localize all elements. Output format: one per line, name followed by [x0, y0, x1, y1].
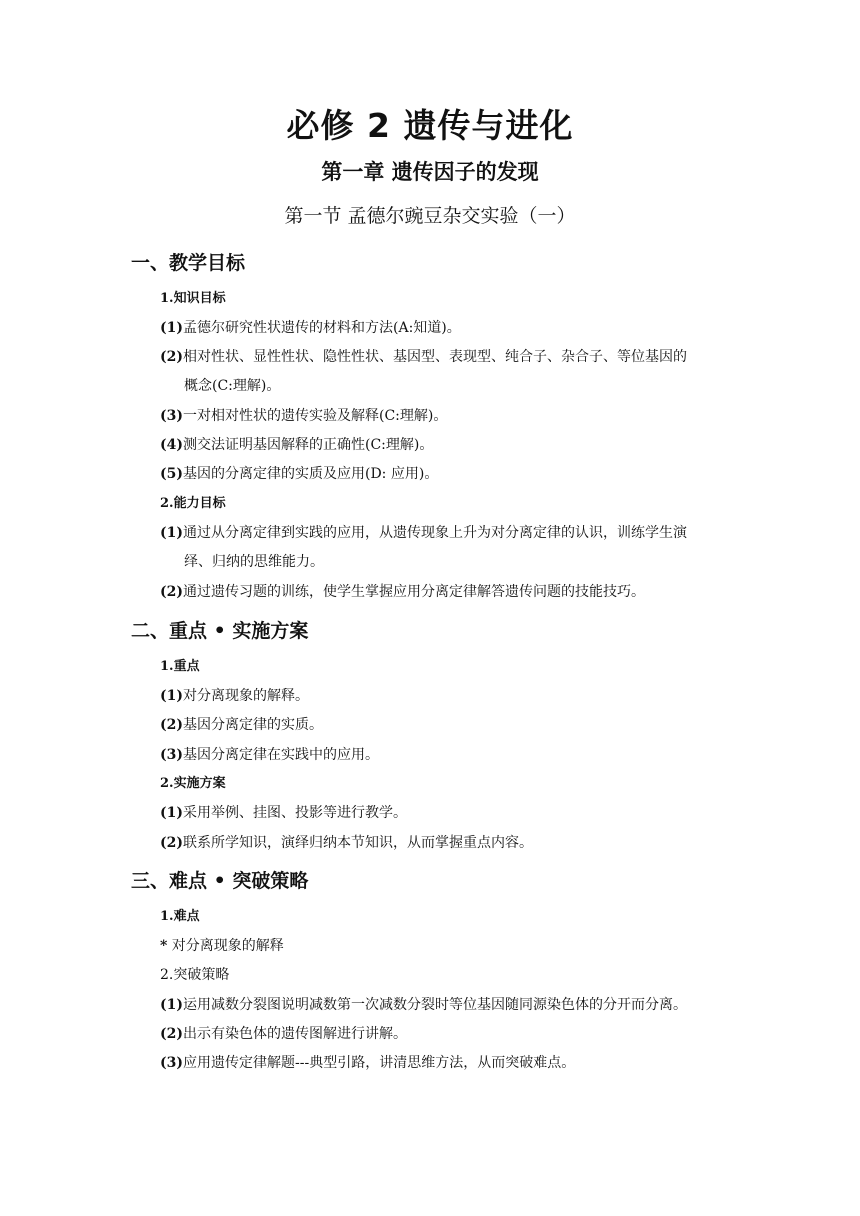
list-item [160, 347, 750, 367]
list-item [160, 803, 750, 823]
list-item [160, 686, 750, 706]
item-text: 通过从分离定律到实践的应用，从遗传现象上升为对分离定律的认识，训练学生演 [183, 525, 687, 541]
list-item-continuation: 概念(C:理解)。 [184, 378, 281, 394]
list-item [160, 995, 750, 1015]
item-text: 一对相对性状的遗传实验及解释(C:理解)。 [183, 408, 448, 424]
list-item [160, 582, 750, 602]
item-number: (1) [160, 997, 183, 1013]
main-title: 必修 2 遗传与进化 [286, 106, 574, 145]
item-text: 基因分离定律的实质。 [183, 717, 323, 733]
subheading-strategy: 2.突破策略 [160, 967, 230, 983]
subheading-knowledge-goals: 1.知识目标 [160, 291, 226, 306]
item-number: (1) [160, 688, 183, 704]
item-bullet: * [160, 938, 168, 954]
chapter-title: 第一章 遗传因子的发现 [321, 160, 539, 184]
subheading-implementation: 2.实施方案 [160, 776, 226, 791]
list-item [160, 406, 750, 426]
item-text: 运用减数分裂图说明减数第一次减数分裂时等位基因随同源染色体的分开而分离。 [183, 997, 687, 1013]
item-number: (2) [160, 584, 183, 600]
item-number: (2) [160, 1026, 183, 1042]
heading-difficulties: 三、难点 • 突破策略 [131, 870, 309, 892]
item-number: (3) [160, 1055, 183, 1071]
list-item [160, 1053, 750, 1073]
item-number: (1) [160, 320, 183, 336]
list-item [160, 464, 750, 484]
item-number: (1) [160, 525, 183, 541]
item-text: 基因分离定律在实践中的应用。 [183, 747, 379, 763]
item-number: (2) [160, 717, 183, 733]
item-text: 联系所学知识，演绎归纳本节知识，从而掌握重点内容。 [183, 835, 533, 851]
list-item [160, 715, 750, 735]
item-text: 采用举例、挂图、投影等进行教学。 [183, 805, 407, 821]
list-item [160, 1024, 750, 1044]
list-item-continuation: 绎、归纳的思维能力。 [184, 554, 324, 570]
item-text: 应用遗传定律解题---典型引路，讲清思维方法，从而突破难点。 [183, 1055, 576, 1071]
item-number: (3) [160, 747, 183, 763]
subheading-ability-goals: 2.能力目标 [160, 496, 226, 511]
item-text: 出示有染色体的遗传图解进行讲解。 [183, 1026, 407, 1042]
item-text: 对分离现象的解释。 [183, 688, 309, 704]
heading-teaching-goals: 一、教学目标 [131, 252, 246, 274]
list-item [160, 745, 750, 765]
item-text: 对分离现象的解释 [167, 938, 284, 954]
item-number: (3) [160, 408, 183, 424]
list-item [160, 318, 750, 338]
item-text: 通过遗传习题的训练，使学生掌握应用分离定律解答遗传问题的技能技巧。 [183, 584, 645, 600]
list-item [160, 435, 750, 455]
item-text: 基因的分离定律的实质及应用(D: 应用)。 [183, 466, 439, 482]
subheading-difficulty: 1.难点 [160, 909, 200, 924]
item-text: 测交法证明基因解释的正确性(C:理解)。 [183, 437, 434, 453]
item-number: (5) [160, 466, 183, 482]
list-item [160, 523, 750, 543]
subheading-key-points: 1.重点 [160, 659, 200, 674]
item-number: (2) [160, 349, 183, 365]
heading-key-points: 二、重点 • 实施方案 [131, 620, 309, 642]
item-number: (1) [160, 805, 183, 821]
list-item [160, 833, 750, 853]
section-title: 第一节 孟德尔豌豆杂交实验（一） [284, 205, 576, 227]
item-text: 相对性状、显性性状、隐性性状、基因型、表现型、纯合子、杂合子、等位基因的 [183, 349, 687, 365]
item-text: 孟德尔研究性状遗传的材料和方法(A:知道)。 [183, 320, 461, 336]
list-item [160, 936, 750, 956]
item-number: (2) [160, 835, 183, 851]
item-number: (4) [160, 437, 183, 453]
